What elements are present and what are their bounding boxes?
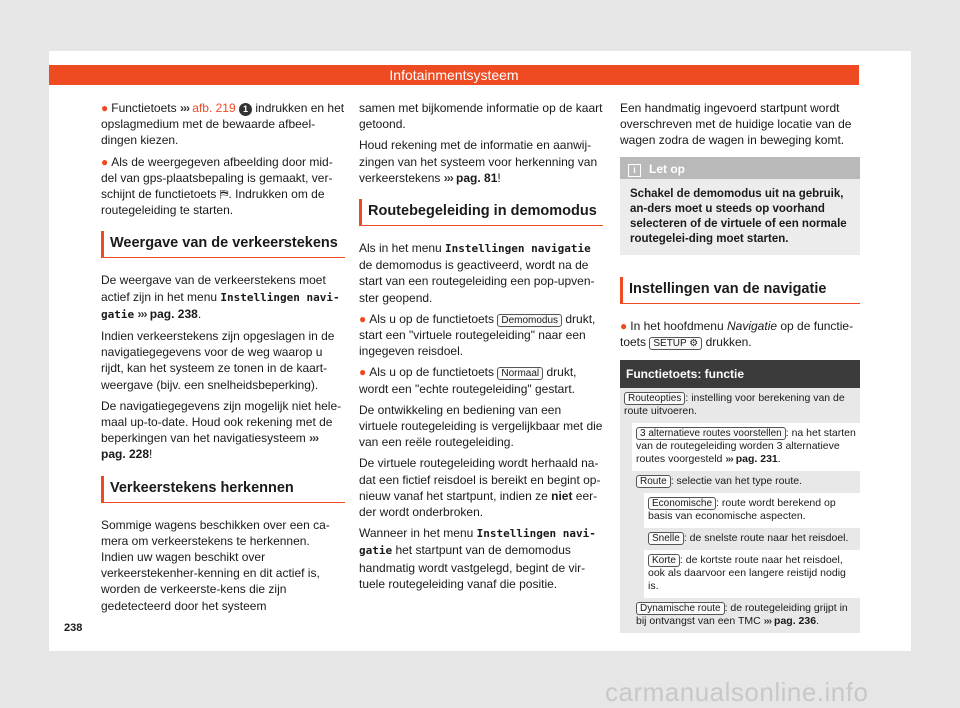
note-box [620, 157, 860, 255]
table-row: Dynamische route : de routegeleiding grijpt in bij ontvangst van een TMC ››› pag. 236. [620, 598, 860, 633]
watermark: carmanualsonline.info [605, 677, 869, 707]
column-1 [101, 100, 345, 619]
table-row: Korte : de kortste route naar het reisdoel, ook als daarvoor een langere reistijd nodig is. [620, 550, 860, 598]
paragraph: De virtuele routegeleiding wordt herhaald na-dat een fictief reisdoel is bereikt en begint op-nieuw vanaf het startpunt, indien ze niet eer-der wordt onderbroken. [359, 456, 601, 520]
bullet-icon: ● [359, 311, 367, 326]
column-2 [359, 100, 603, 597]
arrow-icon: ››› [309, 431, 319, 446]
normaal-button[interactable]: Normaal [497, 367, 543, 380]
paragraph: Indien verkeerstekens zijn opgeslagen in de navigatiegegevens voor de weg waarop u rijdt, kan het systeem ze tonen in de kaart-weergave (bijv. een snelheidsbeperking). [101, 329, 335, 392]
section-heading: Verkeerstekens herkennen [101, 476, 345, 503]
table-row: 3 alternatieve routes voorstellen : na het starten van de routegeleiding worden 3 alternatieve routes voorgesteld ››› pag. 231. [620, 423, 860, 471]
table-row: Economische : route wordt berekend op basis van economische aspecten. [620, 493, 860, 528]
section-heading: Weergave van de verkeerstekens [101, 231, 345, 258]
note-header: i Let op [620, 157, 860, 179]
figure-link[interactable]: afb. 219 [188, 101, 236, 115]
page-header: Infotainmentsysteem [49, 65, 859, 85]
paragraph: ● In het hoofdmenu Navigatie op de functie-toets SETUP ⚙ drukken. [620, 318, 854, 349]
table-row: Snelle : de snelste route naar het reisdoel. [620, 528, 860, 550]
paragraph: samen met bijkomende informatie op de kaart getoond. [359, 101, 603, 132]
arrow-icon: ››› [179, 101, 189, 115]
arrow-icon: ››› [443, 170, 453, 185]
note-body: Schakel de demomodus uit na gebruik, an-ders moet u steeds op voorhand selecteren of de virtuele of een normale routegelei-ding moet starten. [630, 187, 847, 245]
paragraph: Houd rekening met de informatie en aanwij-zingen van het systeem voor herkenning van verkeerstekens ››› pag. 81! [359, 138, 598, 185]
arrow-icon: ››› [763, 615, 772, 628]
table-header: Functietoets: functie [620, 360, 860, 388]
bullet-icon: ● [359, 365, 367, 380]
page-link[interactable]: pag. 231 [732, 453, 778, 466]
dynamische-route-button[interactable]: Dynamische route [636, 602, 725, 615]
paragraph: Wanneer in het menu Instellingen navi-gatie het startpunt van de demomodus handmatig wordt vastgelegd, begint de vir-tuele routegeleiding vanaf die positie. [359, 526, 596, 591]
paragraph: ● Functietoets ››› afb. 219 1 indrukken en het opslagmedium met de bewaarde afbeel-dingen kiezen. [101, 101, 345, 148]
menu-name: Instellingen navi-gatie [101, 290, 340, 321]
paragraph: Sommige wagens beschikken over een ca-mera om verkeerstekens te herkennen. Indien uw wagen beschikt over verkeerstekenher-kenning en dit actief is, worden de verkeerste-kens die zijn gedetecteerd door het systeem [101, 517, 330, 613]
column-3 [620, 100, 860, 633]
snelle-button[interactable]: Snelle [648, 532, 684, 545]
section-heading: Routebegeleiding in demomodus [359, 199, 603, 226]
bullet-icon: ● [101, 154, 109, 169]
menu-name: Instellingen navi-gatie [359, 527, 596, 558]
callout-number: 1 [239, 103, 252, 116]
paragraph: De navigatiegegevens zijn mogelijk niet hele-maal up-to-date. Houd ook rekening met de beperkingen van het navigatiesysteem ››› pag. 228! [101, 398, 342, 462]
section-heading: Instellingen van de navigatie [620, 277, 860, 304]
route-button[interactable]: Route [636, 475, 671, 488]
paragraph: ● Als de weergegeven afbeelding door mid-del van gps-plaatsbepaling is gemaakt, ver-schijnt de functietoets ⛿. Indrukken om de routegeleiding te starten. [101, 154, 333, 218]
bullet-icon: ● [101, 101, 109, 115]
alternative-routes-button[interactable]: 3 alternatieve routes voorstellen [636, 427, 786, 440]
page-link[interactable]: pag. 236 [771, 615, 817, 628]
function-table [620, 360, 860, 633]
routeopties-button[interactable]: Routeopties [624, 392, 685, 405]
table-row: Route : selectie van het type route. [620, 471, 860, 493]
demomodus-button[interactable]: Demomodus [497, 314, 562, 327]
economische-button[interactable]: Economische [648, 497, 716, 510]
page-link[interactable]: pag. 81 [452, 170, 498, 185]
menu-name: Instellingen navigatie [445, 242, 591, 256]
paragraph: Als in het menu Instellingen navigatie de demomodus is geactiveerd, wordt na de start van een routegeleiding een pop-upven-ster geopend. [359, 241, 595, 305]
paragraph: Een handmatig ingevoerd startpunt wordt overschreven met de huidige locatie van de wagen zodra de wagen in beweging komt. [620, 101, 852, 148]
page-number: 238 [64, 622, 83, 634]
paragraph: ● Als u op de functietoets Demomodus drukt, start een "virtuele routegeleiding" naar een ingegeven reisdoel. [359, 311, 596, 359]
table-row: Routeopties : instelling voor berekening van de route uitvoeren. [620, 388, 860, 423]
korte-button[interactable]: Korte [648, 554, 680, 567]
arrow-icon: ››› [137, 306, 147, 321]
bullet-icon: ● [620, 318, 628, 333]
paragraph: De weergave van de verkeerstekens moet actief zijn in het menu Instellingen navi-gatie ››› pag. 238. [101, 273, 340, 321]
setup-button[interactable]: SETUP ⚙ [649, 337, 702, 350]
paragraph: ● Als u op de functietoets Normaal drukt, wordt een "echte routegeleiding" gestart. [359, 365, 577, 396]
paragraph: De ontwikkeling en bediening van een virtuele routegeleiding is vergelijkbaar met die van een reële routegeleiding. [359, 402, 603, 450]
page-link[interactable]: pag. 228 [101, 447, 150, 462]
page-link[interactable]: pag. 238 [146, 306, 198, 321]
info-icon: i [628, 164, 641, 177]
arrow-icon: ››› [725, 453, 733, 466]
